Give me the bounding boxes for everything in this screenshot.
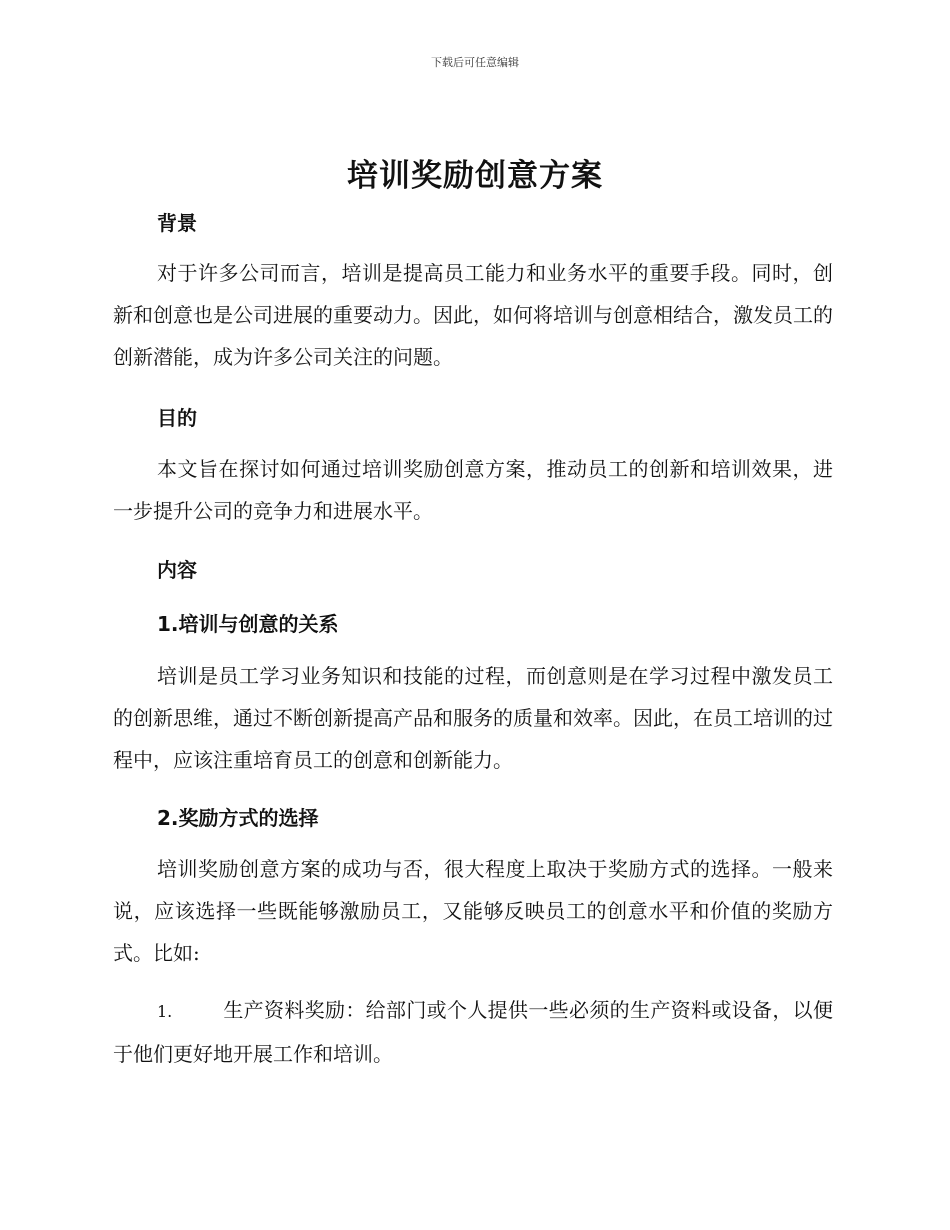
background-paragraph-block [113, 252, 833, 378]
header-note: 下载后可任意编辑 [431, 56, 519, 69]
purpose-heading-block [113, 402, 833, 431]
list-item-block [113, 989, 833, 1075]
background-paragraph: 对于许多公司而言，培训是提高员工能力和业务水平的重要手段。同时，创新和创意也是公司进展的重要动力。因此，如何将培训与创意相结合，激发员工的创新潜能，成为许多公司关注的问题。 [113, 261, 833, 369]
subsection2-paragraph: 培训奖励创意方案的成功与否，很大程度上取决于奖励方式的选择。一般来说，应该选择一些既能够激励员工，又能够反映员工的创意水平和价值的奖励方式。比如: [113, 857, 833, 965]
background-heading: 背景 [157, 211, 197, 235]
purpose-paragraph: 本文旨在探讨如何通过培训奖励创意方案，推动员工的创新和培训效果，进一步提升公司的竞争力和进展水平。 [113, 457, 833, 523]
background-heading-block [113, 207, 833, 236]
list-item-number: 1. [157, 1002, 173, 1021]
list-item [113, 989, 833, 1075]
subsection1-heading-block [113, 608, 833, 637]
subsection1-paragraph-block [113, 655, 833, 781]
purpose-heading: 目的 [157, 406, 197, 430]
purpose-paragraph-block [113, 448, 833, 532]
document-title: 培训奖励创意方案 [347, 158, 603, 194]
content-heading-block [113, 554, 833, 583]
subsection2-heading-block [113, 802, 833, 831]
list-item-text: 生产资料奖励：给部门或个人提供一些必须的生产资料或设备，以便于他们更好地开展工作和培训。 [113, 998, 833, 1066]
subsection2-heading: 2.奖励方式的选择 [157, 806, 319, 830]
subsection2-paragraph-block [113, 848, 833, 974]
subsection1-heading: 1.培训与创意的关系 [157, 612, 339, 636]
content-heading: 内容 [157, 558, 197, 582]
subsection1-paragraph: 培训是员工学习业务知识和技能的过程，而创意则是在学习过程中激发员工的创新思维，通过不断创新提高产品和服务的质量和效率。因此，在员工培训的过程中，应该注重培育员工的创意和创新能力。 [113, 664, 833, 772]
